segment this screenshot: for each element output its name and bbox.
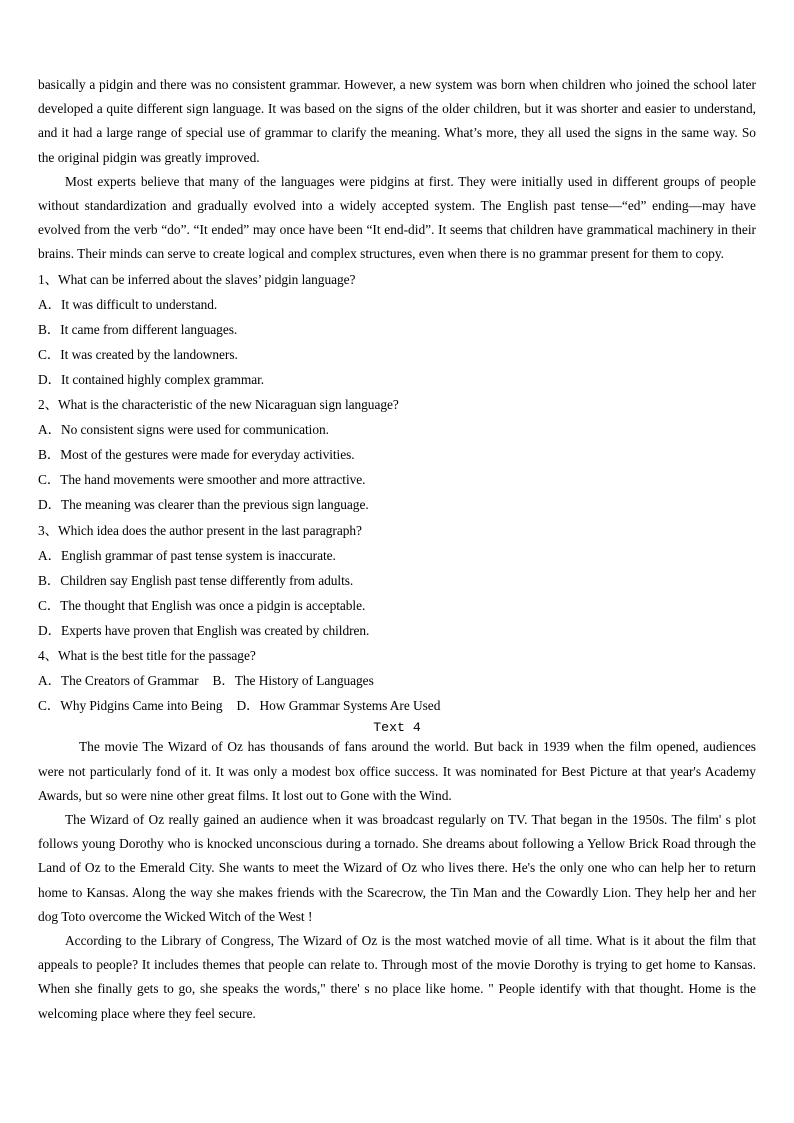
question-number: 4、 (38, 648, 58, 664)
option-text: English grammar of past tense system is inaccurate. (60, 547, 336, 563)
option-letter: A． (38, 422, 61, 438)
option-text: Why Pidgins Came into Being (60, 698, 223, 714)
option-text: Most of the gestures were made for everyday activities. (60, 447, 355, 463)
option-letter: C． (38, 472, 61, 488)
option-b (38, 317, 756, 342)
option-letter: D． (38, 497, 61, 513)
passage-paragraph: Most experts believe that many of the languages were pidgins at first. They were initially used in different groups of people without standardization and gradually evolved into a widely accepted system. The English past tense—“ed” ending—may have evolved from the verb “do”. “It ended” may once have been “It end-did”. It seems that children have grammatical machinery in their brains. Their minds can serve to create logical and complex structures, even when there is no grammar present for them to copy. (38, 173, 756, 262)
question-number: 3、 (38, 522, 58, 538)
question-3 (38, 518, 756, 643)
option-text: It came from different languages. (60, 321, 238, 337)
passage-paragraph: According to the Library of Congress, The Wizard of Oz is the most watched movie of all time. What is it about the film that appeals to people? It includes themes that people can relate to. Through most of the movie Dorothy is trying to get home to Kansas. When she finally gets to go, she speaks the words," there' s no place like home. " People identify with that thought. Home is the welcoming place where they feel secure. (38, 932, 756, 1021)
question-stem (38, 392, 756, 417)
question-1 (38, 267, 756, 392)
option-letter: A． (38, 673, 61, 689)
option-a (38, 292, 756, 317)
document-page (38, 73, 756, 1026)
option-letter: D． (38, 372, 61, 387)
options-ab (38, 668, 756, 693)
option-c (38, 467, 756, 492)
option-text: No consistent signs were used for communication. (60, 422, 329, 438)
passage-paragraph: The movie The Wizard of Oz has thousands of fans around the world. But back in 1939 when the film opened, audiences were not particularly fond of it. It was only a modest box office success. It was nominated for Best Picture at that year's Academy Awards, but so were nine other great films. It lost out to Gone with the Wind. (38, 739, 756, 803)
question-number: 1、 (38, 271, 58, 287)
option-b (38, 442, 756, 467)
option-text: The meaning was clearer than the previous sign language. (60, 497, 369, 513)
question-stem (38, 643, 756, 668)
option-letter: B． (212, 673, 235, 689)
options-cd (38, 693, 756, 718)
question-text: Which idea does the author present in the last paragraph? (58, 522, 362, 538)
option-a (38, 417, 756, 442)
passage-paragraph: The Wizard of Oz really gained an audience when it was broadcast regularly on TV. That began in the 1950s. The film' s plot follows young Dorothy who is knocked unconscious during a tornado. She dreams about following a Yellow Brick Road through the Land of Oz to the Emerald City. She wants to meet the Wizard of Oz who lives there. He's the only one who can help her to return home to Kansas. Along the way she makes friends with the Scarecrow, the Tin Man and the Cowardly Lion. They help her and her dog Toto overcome the Wicked Witch of the West ! (38, 811, 756, 924)
option-text: The hand movements were smoother and more attractive. (60, 472, 366, 488)
option-a (38, 543, 756, 568)
question-4 (38, 643, 756, 718)
option-letter: C． (38, 346, 61, 362)
option-text: How Grammar Systems Are Used (259, 698, 441, 714)
option-letter: B． (38, 447, 61, 463)
option-letter: A． (38, 547, 61, 563)
option-text: Children say English past tense differently from adults. (60, 572, 354, 588)
option-c (38, 342, 756, 367)
option-text: The Creators of Grammar (60, 673, 199, 689)
question-text: What is the best title for the passage? (58, 648, 256, 664)
question-stem (38, 267, 756, 292)
option-letter: B． (38, 321, 61, 337)
question-text: What can be inferred about the slaves’ pidgin language? (58, 271, 356, 287)
option-text: Experts have proven that English was created by children. (60, 622, 370, 638)
option-letter: C． (38, 698, 61, 714)
option-text: It contained highly complex grammar. (60, 372, 265, 387)
question-text: What is the characteristic of the new Nicaraguan sign language? (58, 397, 399, 413)
option-letter: D． (38, 622, 61, 638)
option-text: The History of Languages (234, 673, 374, 689)
section-title: Text 4 (373, 720, 421, 736)
option-letter: D． (236, 698, 260, 714)
option-d (38, 492, 756, 517)
question-stem (38, 518, 756, 543)
option-d (38, 618, 756, 643)
passage-paragraph: basically a pidgin and there was no consistent grammar. However, a new system was born when children who joined the school later developed a quite different sign language. It was based on the signs of the older children, but it was shorter and easier to understand, and it had a large range of special use of grammar to clarify the meaning. What’s more, they all used the signs in the same way. So the original pidgin was greatly improved. (38, 77, 756, 165)
option-letter: B． (38, 572, 61, 588)
option-d (38, 367, 756, 392)
option-text: It was created by the landowners. (60, 346, 238, 362)
question-number: 2、 (38, 397, 58, 413)
option-letter: C． (38, 597, 61, 613)
option-text: It was difficult to understand. (60, 296, 218, 312)
option-b (38, 568, 756, 593)
option-text: The thought that English was once a pidgin is acceptable. (60, 597, 366, 613)
option-letter: A． (38, 296, 61, 312)
question-2 (38, 392, 756, 517)
option-c (38, 593, 756, 618)
